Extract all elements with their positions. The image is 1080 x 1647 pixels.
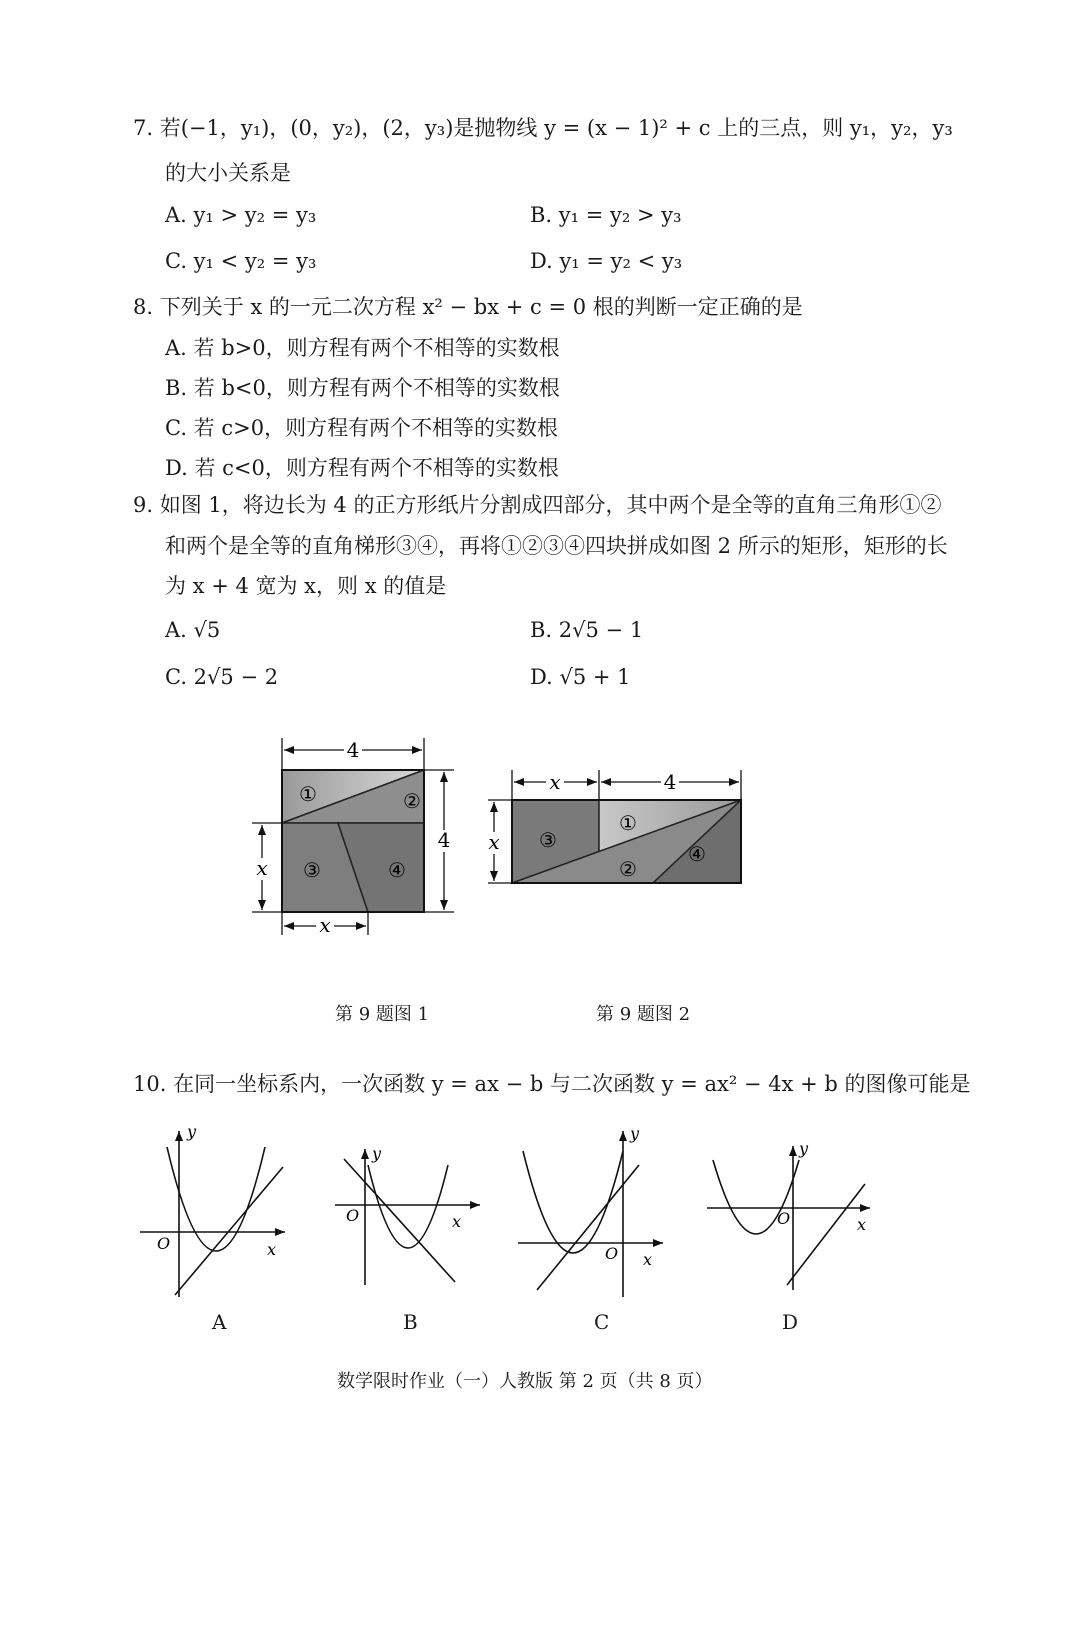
graph-a-y-label: y [187, 1122, 197, 1141]
q10-stem: 10. 在同一坐标系内，一次函数 y = ax − b 与二次函数 y = ax² − 4x + b 的图像可能是 [133, 1072, 971, 1096]
graph-b-line [344, 1159, 455, 1282]
q9-fig1-caption: 第 9 题图 1 [335, 1004, 430, 1025]
q9-figure-1 [240, 730, 470, 940]
fig1-left-dim: x [256, 856, 268, 880]
q7-option-a[interactable]: A. y₁ > y₂ = y₃ [165, 203, 317, 227]
q9-option-b[interactable]: B. 2√5 − 1 [530, 618, 644, 642]
graph-d-x-label: x [857, 1215, 867, 1234]
graph-c-x-label: x [643, 1250, 653, 1269]
fig2-top-left-dim: x [549, 770, 561, 794]
graph-b-x-label: x [452, 1212, 462, 1231]
q8-stem: 8. 下列关于 x 的一元二次方程 x² − bx + c = 0 根的判断一定正确的是 [133, 295, 803, 319]
graph-c-y-label: y [630, 1124, 640, 1143]
q10-graph-c-label[interactable]: C [594, 1310, 610, 1334]
fig1-right-dim: 4 [437, 828, 451, 852]
q9-stem-line2: 和两个是全等的直角梯形③④，再将①②③④四块拼成如图 2 所示的矩形，矩形的长 [165, 534, 948, 558]
fig2-label-4: ④ [688, 842, 706, 866]
fig1-top-dim: 4 [346, 738, 360, 762]
q8-option-b[interactable]: B. 若 b<0，则方程有两个不相等的实数根 [165, 376, 560, 400]
q9-option-a[interactable]: A. √5 [165, 618, 221, 642]
q10-graph-d-label[interactable]: D [782, 1310, 799, 1334]
fig2-left-dim: x [488, 830, 500, 854]
graph-a-x-label: x [267, 1240, 277, 1259]
fig1-bottom-dim: x [319, 913, 331, 937]
fig1-label-1: ① [299, 782, 317, 806]
q9-stem-line3: 为 x + 4 宽为 x，则 x 的值是 [165, 574, 447, 598]
fig2-top-right-dim: 4 [663, 770, 677, 794]
fig1-label-4: ④ [388, 858, 406, 882]
fig1-label-3: ③ [303, 858, 321, 882]
graph-a-origin: O [157, 1234, 171, 1253]
fig2-label-1: ① [619, 811, 637, 835]
q10-graph-a-label[interactable]: A [212, 1310, 227, 1334]
graph-c-origin: O [605, 1244, 619, 1263]
fig1-label-2: ② [403, 789, 421, 813]
q8-option-c[interactable]: C. 若 c>0，则方程有两个不相等的实数根 [165, 416, 559, 440]
q7-stem-line2: 的大小关系是 [165, 161, 291, 185]
page-footer: 数学限时作业（一）人教版 第 2 页（共 8 页） [337, 1371, 713, 1392]
q8-option-a[interactable]: A. 若 b>0，则方程有两个不相等的实数根 [165, 336, 560, 360]
graph-a-parabola [167, 1147, 265, 1251]
fig2-label-3: ③ [539, 828, 557, 852]
q7-stem-line1: 7. 若(−1，y₁)，(0，y₂)，(2，y₃)是抛物线 y = (x − 1)² + c 上的三点，则 y₁，y₂，y₃ [133, 116, 953, 140]
q10-graph-c [515, 1125, 675, 1305]
q7-option-b[interactable]: B. y₁ = y₂ > y₃ [530, 203, 682, 227]
fig2-label-2: ② [619, 857, 637, 881]
q10-graph-b-label[interactable]: B [403, 1310, 418, 1334]
q10-graph-d [705, 1140, 875, 1305]
graph-d-line [787, 1184, 865, 1285]
graph-d-y-label: y [799, 1139, 809, 1158]
q7-option-d[interactable]: D. y₁ = y₂ < y₃ [530, 249, 683, 273]
q7-option-c[interactable]: C. y₁ < y₂ = y₃ [165, 249, 317, 273]
q10-graph-b [330, 1145, 485, 1305]
q9-fig2-caption: 第 9 题图 2 [596, 1004, 691, 1025]
graph-d-origin: O [777, 1209, 791, 1228]
q9-stem-line1: 9. 如图 1，将边长为 4 的正方形纸片分割成四部分，其中两个是全等的直角三角形①② [133, 493, 942, 517]
graph-a-line [175, 1167, 283, 1295]
graph-b-y-label: y [372, 1144, 382, 1163]
q9-figure-2 [490, 755, 770, 935]
q8-option-d[interactable]: D. 若 c<0，则方程有两个不相等的实数根 [165, 456, 559, 480]
q9-option-c[interactable]: C. 2√5 − 2 [165, 665, 279, 689]
q10-graph-a [135, 1122, 290, 1305]
q9-option-d[interactable]: D. √5 + 1 [530, 665, 631, 689]
graph-b-origin: O [346, 1206, 360, 1225]
graph-b-parabola [368, 1165, 448, 1248]
